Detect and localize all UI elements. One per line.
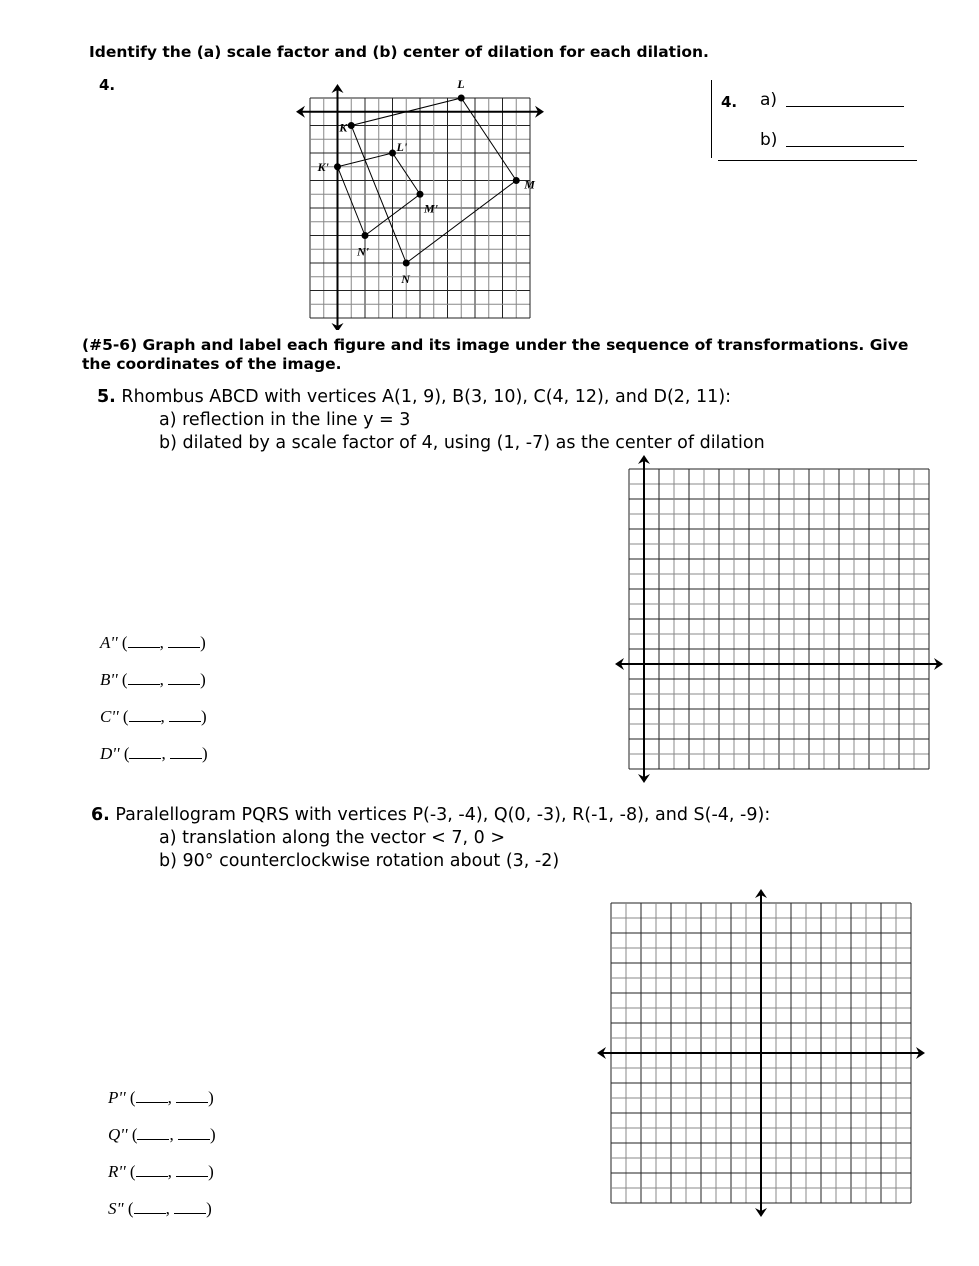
comma: , [169,1125,174,1144]
vertex-point [403,260,410,267]
comma: , [161,744,166,763]
x-coordinate-blank[interactable] [128,633,160,648]
y-coordinate-blank[interactable] [176,1088,208,1103]
point-label: C'' [100,707,119,726]
close-paren: ) [200,633,206,652]
problem-6-graph[interactable] [595,885,935,1225]
answer-coordinate-row [100,744,208,764]
vertex-label: M [524,177,535,192]
answer-coordinate-row [108,1162,214,1182]
close-paren: ) [200,670,206,689]
problem-6-statement [91,804,770,827]
comma: , [167,1162,172,1181]
x-coordinate-blank[interactable] [129,744,161,759]
vertex-point [513,177,520,184]
y-coordinate-blank[interactable] [174,1199,206,1214]
point-label: A'' [100,633,118,652]
problem-5-graph[interactable] [610,455,950,790]
problem-6-number: 6. [91,805,110,825]
comma: , [159,633,164,652]
close-paren: ) [206,1199,212,1218]
vertex-label: K' [317,159,329,174]
comma: , [167,1088,172,1107]
point-label: Q'' [108,1125,128,1144]
comma: , [160,707,165,726]
point-label: D'' [100,744,120,763]
problem-5-text: Rhombus ABCD with vertices A(1, 9), B(3, 10), C(4, 12), and D(2, 11): [121,387,732,407]
open-paren: ( [121,670,128,689]
problem-5-part-a: a) reflection in the line y = 3 [159,410,411,430]
answer-b-label: b) [760,130,778,150]
open-paren: ( [122,707,129,726]
vertex-point [458,95,465,102]
comma: , [159,670,164,689]
comma: , [165,1199,170,1218]
vertex-label: L [457,77,465,91]
answer-coordinate-row [108,1088,214,1108]
answer-coordinate-row [100,707,207,727]
close-paren: ) [209,1125,216,1144]
answer-4-number: 4. [721,93,738,111]
problem-6-part-a: a) translation along the vector < 7, 0 > [159,828,506,848]
answer-box-bottom [718,160,917,161]
problem-5-number: 5. [97,387,116,407]
vertex-label: K [339,120,348,135]
open-paren: ( [121,633,128,652]
answer-coordinate-row [108,1125,216,1145]
open-paren: ( [129,1088,136,1107]
close-paren: ) [208,1162,214,1181]
answer-a-label: a) [760,90,778,110]
y-coordinate-blank[interactable] [169,707,201,722]
vertex-label: N' [357,244,369,259]
y-coordinate-blank[interactable] [168,633,200,648]
y-coordinate-blank[interactable] [176,1162,208,1177]
vertex-label: M' [424,201,439,216]
point-label: S" [108,1199,124,1218]
vertex-point [389,150,396,157]
x-coordinate-blank[interactable] [136,1162,168,1177]
close-paren: ) [201,744,208,763]
answer-b-field[interactable] [786,146,904,147]
answer-a-field[interactable] [786,106,904,107]
x-coordinate-blank[interactable] [137,1125,169,1140]
answer-coordinate-row [100,670,206,690]
vertex-point [417,191,424,198]
vertex-label: N [401,272,410,286]
y-coordinate-blank[interactable] [178,1125,210,1140]
vertex-point [334,163,341,170]
x-coordinate-blank[interactable] [134,1199,166,1214]
open-paren: ( [131,1125,138,1144]
open-paren: ( [123,744,130,763]
problem-5-statement [97,386,731,409]
instructions-graph: (#5-6) Graph and label each figure and its image under the sequence of transformations. Give [82,336,909,354]
answer-box-border [711,80,712,158]
y-coordinate-blank[interactable] [168,670,200,685]
dilation-graph [290,75,550,330]
problem-6-text: Paralellogram PQRS with vertices P(-3, -4), Q(0, -3), R(-1, -8), and S(-4, -9): [115,805,771,825]
close-paren: ) [208,1088,214,1107]
vertex-point [348,122,355,129]
x-coordinate-blank[interactable] [129,707,161,722]
open-paren: ( [129,1162,136,1181]
instructions-dilation: Identify the (a) scale factor and (b) center of dilation for each dilation. [89,43,709,61]
answer-coordinate-row [108,1199,212,1219]
y-coordinate-blank[interactable] [170,744,202,759]
vertex-point [362,232,369,239]
answer-coordinate-row [100,633,206,653]
problem-4-number: 4. [99,76,116,94]
x-coordinate-blank[interactable] [136,1088,168,1103]
point-label: P'' [108,1088,126,1107]
point-label: R'' [108,1162,126,1181]
problem-5-part-b: b) dilated by a scale factor of 4, using (1, -7) as the center of dilation [159,433,765,453]
point-label: B'' [100,670,118,689]
instructions-graph-cont: the coordinates of the image. [82,355,342,373]
open-paren: ( [127,1199,134,1218]
close-paren: ) [201,707,207,726]
x-coordinate-blank[interactable] [128,670,160,685]
problem-6-part-b: b) 90° counterclockwise rotation about (3, -2) [159,851,560,871]
vertex-label: L' [396,140,408,154]
